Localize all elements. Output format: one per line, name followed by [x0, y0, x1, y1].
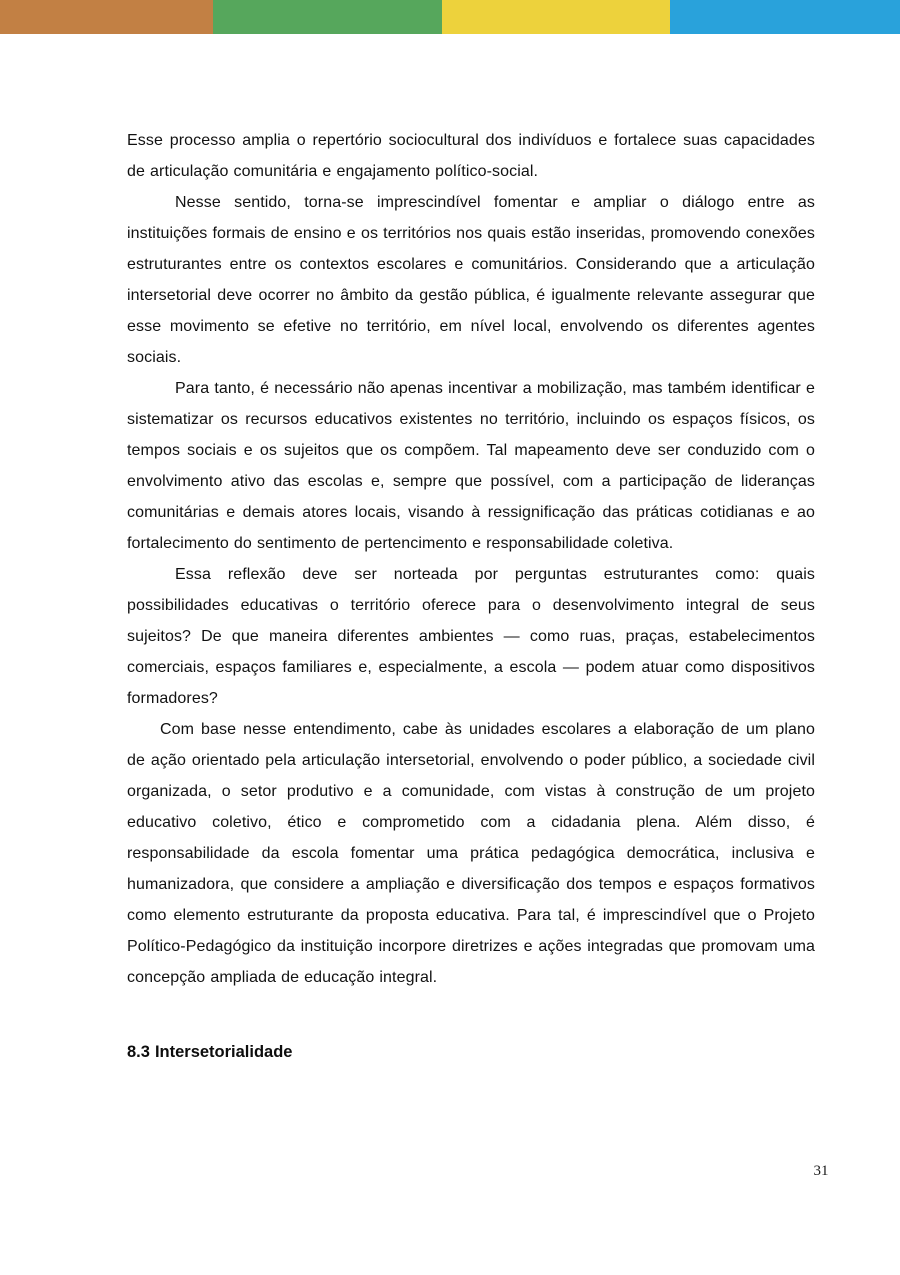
paragraph: Esse processo amplia o repertório sociocultural dos indivíduos e fortalece suas capacidades de articulação comunitária e engajamento político-social.: [127, 132, 815, 180]
paragraph: Essa reflexão deve ser norteada por perguntas estruturantes como: quais possibilidades educativas o território oferece para o desenvolvimento integral de seus sujeitos? De que maneira diferentes ambientes — como ruas, praças, estabelecimentos comerciais, espaços familiares e, especialmente, a escola — podem atuar como dispositivos formadores?: [127, 566, 815, 707]
section-heading-title: Intersetorialidade: [154, 1043, 293, 1061]
paragraph: Para tanto, é necessário não apenas incentivar a mobilização, mas também identificar e sistematizar os recursos educativos existentes no território, incluindo os espaços físicos, os tempos sociais e os sujeitos que os compõem. Tal mapeamento deve ser conduzido com o envolvimento ativo das escolas e, sempre que possível, com a participação de lideranças comunitárias e demais atores locais, visando à ressignificação das práticas cotidianas e ao fortalecimento do sentimento de pertencimento e responsabilidade coletiva.: [127, 380, 815, 552]
header-color-bar: [0, 0, 900, 34]
header-bar-segment-blue: [670, 0, 900, 34]
section-heading: [127, 1040, 815, 1064]
paragraph: Com base nesse entendimento, cabe às unidades escolares a elaboração de um plano de ação orientado pela articulação intersetorial, envolvendo o poder público, a sociedade civil organizada, o setor produtivo e a comunidade, com vistas à construção de um projeto educativo coletivo, ético e comprometido com a cidadania plena. Além disso, é responsabilidade da escola fomentar uma prática pedagógica democrática, inclusiva e humanizadora, que considere a ampliação e diversificação dos tempos e espaços formativos como elemento estruturante da proposta educativa. Para tal, é imprescindível que o Projeto Político-Pedagógico da instituição incorpore diretrizes e ações integradas que promovam uma concepção ampliada de educação integral.: [127, 721, 815, 986]
page-number: 31: [813, 1163, 829, 1179]
header-bar-segment-orange: [0, 0, 213, 34]
paragraph: Nesse sentido, torna-se imprescindível fomentar e ampliar o diálogo entre as instituições formais de ensino e os territórios nos quais estão inseridas, promovendo conexões estruturantes entre os contextos escolares e comunitários. Considerando que a articulação intersetorial deve ocorrer no âmbito da gestão pública, é igualmente relevante assegurar que esse movimento se efetive no território, em nível local, envolvendo os diferentes agentes sociais.: [127, 194, 815, 366]
header-bar-segment-yellow: [442, 0, 670, 34]
section-heading-number: 8.3: [127, 1043, 150, 1061]
header-bar-segment-green: [213, 0, 442, 34]
document-body: [127, 125, 815, 1064]
